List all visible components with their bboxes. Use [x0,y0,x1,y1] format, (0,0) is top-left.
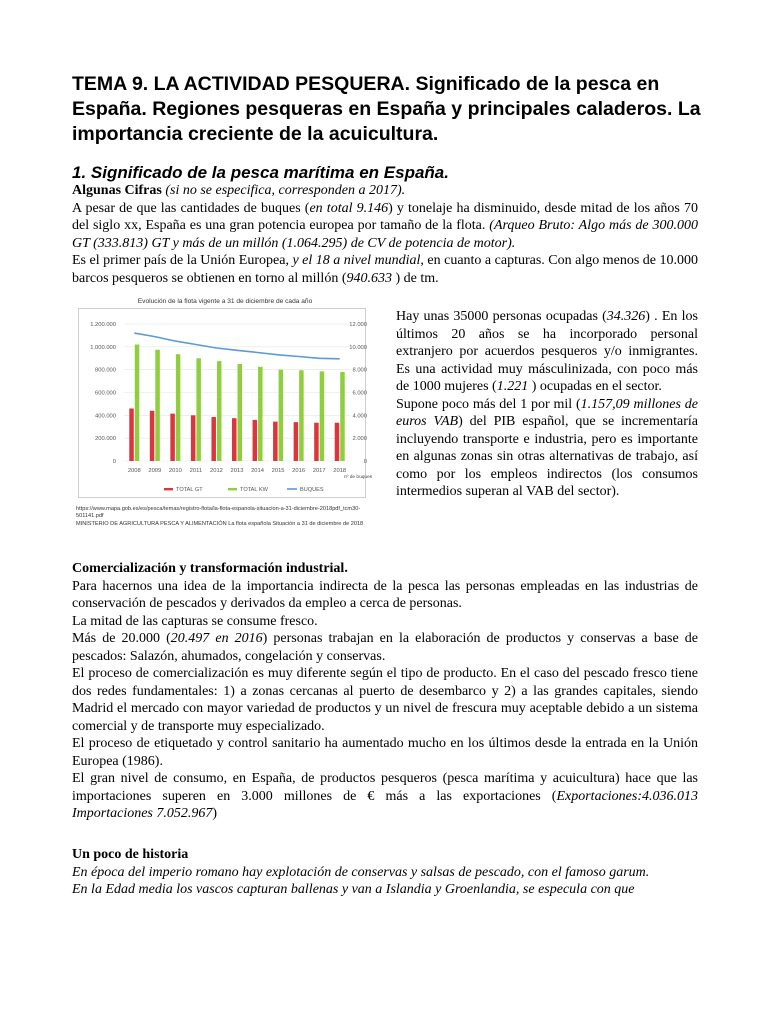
historia-line-1: En época del imperio romano hay explotación de conservas y salsas de pescado, con el famoso garum. [72,864,650,880]
y-left-tick-label: 200.000 [95,436,116,443]
bar-total-gt [211,417,216,461]
paragraph-capturas [72,252,698,287]
paragraph-flota [72,200,698,253]
text-run: ) [212,806,218,821]
text-run: 940.633 [346,270,392,286]
x-tick-label: 2015 [271,468,285,474]
section-heading-significado: 1. Significado de la pesca marítima en España. [72,163,449,182]
x-tick-label: 2016 [292,468,306,474]
y-right-tick-label: 12.000 [349,322,367,328]
paragraph-comercializacion: El proceso de comercialización es muy diferente según el tipo de producto. En el caso del pescado fresco tiene dos redes fundamentales: 1) a zonas cercanas al puerto de desembarco y 2) a las grandes capitales, siendo Madrid el mercado con mayor variedad de productos y un nivel de frescura muy aceptable debido a un sistema comercial y de transporte muy especializado. [72,666,698,734]
page-title: TEMA 9. LA ACTIVIDAD PESQUERA. Significado de la pesca en España. Regiones pesqueras en España y principales caladeros. La importancia creciente de la acuicultura. [72,73,701,145]
text-run: ) ocupadas en el sector. [528,379,662,394]
text-run: ) . En los últimos 20 años se ha incorporado personal extranjero por acuerdos pesqueros y/o inmigrantes. Es una actividad muy másculinizada, con poco más de 1000 mujeres ( [396,309,698,394]
bar-total-kw [196,358,201,461]
y-right-tick-label: 0 [363,459,367,465]
legend-label-total-gt: TOTAL GT [176,487,203,493]
chart-source-ministry: MINISTERIO DE AGRICULTURA PESCA Y ALIMENTACIÓN La flota española Situación a 31 de diciembre de 2018 [76,521,364,527]
line-buques [134,333,339,359]
text-run: Es el primer país de la Unión Europea, [72,253,293,268]
text-run: 20.497 en 2016 [170,631,263,646]
bar-total-gt [294,422,299,461]
cifras-label: Algunas Cifras [72,183,162,198]
text-run: y el 18 a nivel mundial [292,253,421,268]
y-right-tick-label: 8.000 [352,367,367,374]
bar-total-gt [232,418,237,461]
text-run: ) personas trabajan en la elaboración de productos y conservas a base de pescados: Salazón, ahumados, congelación y conservas. [72,631,698,664]
legend-swatch-total-kw [228,488,237,490]
bar-total-kw [258,367,263,461]
x-tick-label: 2018 [333,468,347,474]
text-run: 34.326 [606,309,646,324]
y-left-tick-label: 1.200.000 [90,322,116,328]
y-right-tick-label: 4.000 [352,413,367,420]
section-historia [72,846,698,899]
text-run: , en cuanto a capturas. Con algo menos de 10.000 barcos pesqueros se obtienen en torno al millón ( [72,253,699,286]
cifras-note: (si no se especifica, corresponden a 2017). [165,183,406,198]
paragraph-consumo [72,770,698,823]
bar-total-gt [314,423,319,461]
x-tick-label: 2010 [168,468,182,474]
bar-total-gt [253,420,258,461]
paragraph-empleo-indirecto: Para hacernos una idea de la importancia indirecta de la pesca las personas empleadas en las industrias de conservación de pescados y derivados da empleo a cerca de personas. [72,578,698,611]
intro-text [72,182,698,287]
x-tick-label: 2017 [312,468,326,474]
text-run: ) y tonelaje ha disminuido, desde mitad de los años 70 del siglo xx, España es una gran potencia europea por tamaño de la flota. [72,200,699,233]
bar-total-kw [340,372,345,461]
x-tick-label: 2014 [251,468,264,474]
y-left-tick-label: 800.000 [95,367,116,374]
y-right-tick-label: 10.000 [349,344,367,351]
fleet-chart [72,295,378,537]
section-comercializacion [72,560,698,823]
y-left-tick-label: 400.000 [95,413,116,420]
x-tick-label: 2008 [127,468,141,474]
text-run: A pesar de que las cantidades de buques ( [72,200,310,216]
bar-total-kw [155,350,160,461]
text-run: Exportaciones:4.036.013 Importaciones 7.052.967 [72,788,698,821]
chart-source-url: https://www.mapa.gob.es/es/pesca/temas/registro-flota/la-flota-espanola-situacion-a-31-diciembre-2018pdf_tcm30-501141.pdf [76,506,361,519]
right-axis-label: nº de buques [344,475,373,480]
bar-total-kw [176,354,181,461]
paragraph-etiquetado: El proceso de etiquetado y control sanitario ha aumentado mucho en los últimos desde la entrada en la Unión Europea (1986). [72,736,698,769]
x-tick-label: 2011 [189,468,203,474]
text-run: ) de tm. [391,270,439,286]
x-tick-label: 2013 [230,468,244,474]
paragraph-pib [396,396,698,501]
employment-text [396,308,698,501]
paragraph-fresco: La mitad de las capturas se consume fresco. [72,613,318,629]
paragraph-elaboracion [72,630,698,665]
bar-total-kw [135,345,140,461]
y-right-tick-label: 6.000 [352,390,367,397]
x-tick-label: 2012 [210,468,223,474]
y-left-tick-label: 1.000.000 [90,344,116,351]
bar-total-gt [191,415,196,461]
bar-total-kw [320,371,325,461]
bar-total-gt [335,423,340,461]
historia-line-2: En la Edad media los vascos capturan ballenas y van a Islandia y Groenlandia, se especula con que [72,882,635,897]
text-run: 1.221 [496,379,529,394]
text-run: (Arqueo Bruto: Algo más de 300.000 GT (333.813) GT y más de un millón (1.064.295) de CV de potencia de motor). [72,218,699,251]
legend-swatch-total-gt [164,488,173,490]
bar-total-kw [299,370,304,461]
text-run: Hay unas 35000 personas ocupadas ( [396,309,607,324]
bar-total-kw [238,364,243,461]
text-run: Supone poco más del 1 por mil ( [396,396,581,412]
text-run: ) del PIB español, que se incrementaría incluyendo transporte e industria, pero es importante en algunas zonas sin otras alternativas de trabajo, así como por los empleos indirectos (los consumos intermedios superan al VAB del sector). [396,414,698,499]
text-run: El gran nivel de consumo, en España, de productos pesqueros (pesca marítima y acuicultura) hace que las importaciones superen en 3.000 millones de € más a las exportaciones ( [72,771,698,804]
bar-total-gt [273,422,278,461]
cifras-line [72,182,698,200]
bar-total-kw [217,361,222,461]
y-left-tick-label: 600.000 [95,390,116,397]
section-heading-historia: Un poco de historia [72,847,189,862]
text-run: en total 9.146 [309,200,389,216]
legend-label-total-kw: TOTAL KW [240,487,268,493]
bar-total-kw [279,370,284,461]
chart-title: Evolución de la flota vigente a 31 de diciembre de cada año [137,298,313,305]
legend-label-buques: BUQUES [300,487,324,493]
text-run: Más de 20.000 ( [72,631,171,646]
bar-total-gt [150,411,155,461]
chart-svg [72,295,378,537]
y-left-tick-label: 0 [112,459,116,465]
section-heading-comercializacion: Comercialización y transformación industrial. [72,561,348,576]
y-right-tick-label: 2.000 [352,436,367,443]
x-tick-label: 2009 [148,468,162,474]
bar-total-gt [170,414,175,461]
text-run: 1.157,09 millones de euros VAB [396,396,698,429]
bar-total-gt [129,408,134,461]
paragraph-ocupados [396,308,698,396]
